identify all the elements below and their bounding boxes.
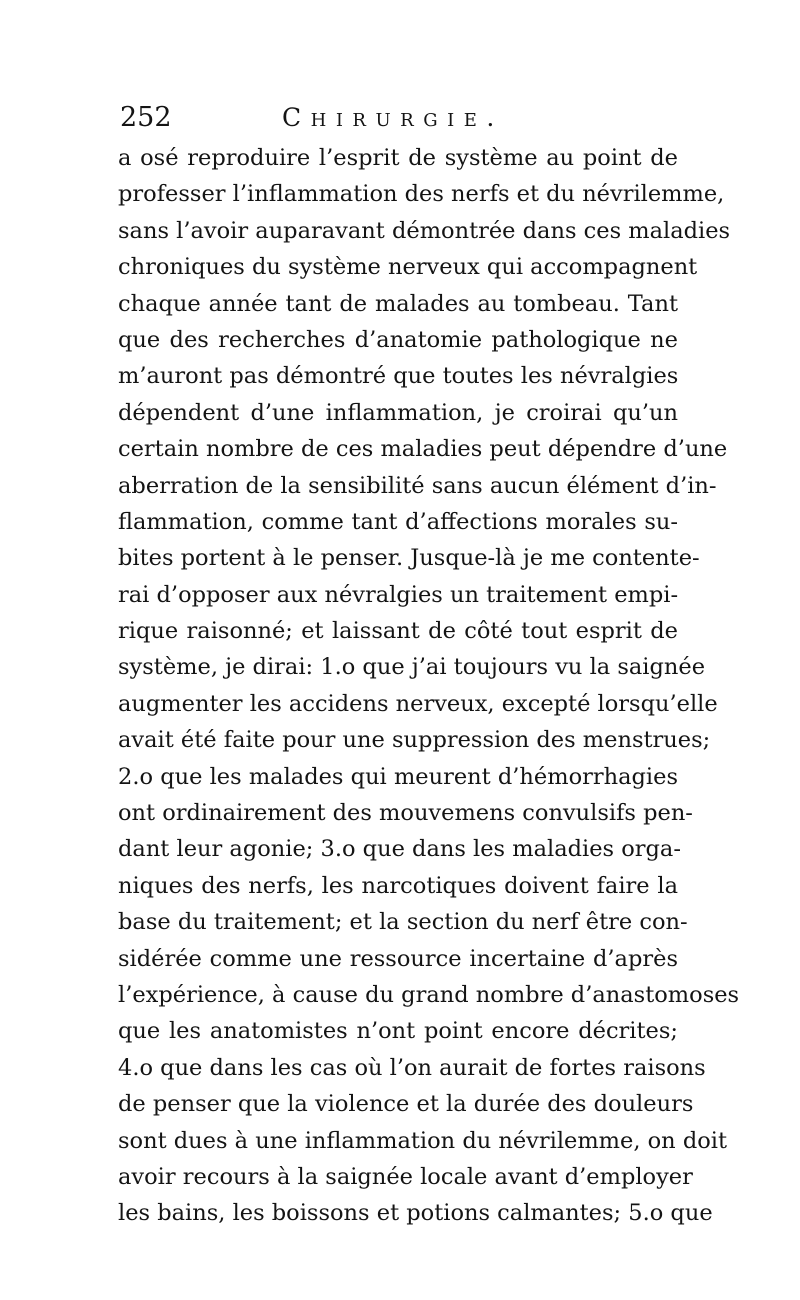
text-line: ont ordinairement des mouvemens convulsifs pen- — [118, 800, 693, 827]
text-line: 2.o que les malades qui meurent d’hémorrhagies — [118, 763, 678, 790]
text-line: dépendent d’une inflammation, je croirai qu’un — [118, 399, 678, 426]
text-line: 4.o que dans les cas où l’on aurait de fortes raisons — [118, 1054, 706, 1081]
text-line: rai d’opposer aux névralgies un traitement empi- — [118, 581, 679, 608]
text-line: de penser que la violence et la durée des douleurs — [118, 1091, 694, 1118]
text-line: base du traitement; et la section du nerf être con- — [118, 909, 688, 936]
text-line: l’expérience, à cause du grand nombre d’anastomoses — [118, 981, 740, 1008]
text-line: dant leur agonie; 3.o que dans les maladies orga- — [118, 836, 681, 863]
text-line: m’auront pas démontré que toutes les névralgies — [118, 363, 679, 390]
text-line: chaque année tant de malades au tombeau. Tant — [118, 290, 678, 317]
text-line: a osé reproduire l’esprit de système au point de — [118, 145, 678, 171]
running-title: Chirurgie. — [282, 103, 504, 132]
text-line: niques des nerfs, les narcotiques doivent faire la — [118, 872, 678, 899]
text-line: aberration de la sensibilité sans aucun élément d’in- — [118, 472, 717, 499]
text-line: que des recherches d’anatomie pathologique ne — [118, 326, 678, 353]
text-line: certain nombre de ces maladies peut dépendre d’une — [118, 436, 728, 463]
text-line: sidérée comme une ressource incertaine d’après — [118, 945, 678, 972]
text-line: rique raisonné; et laissant de côté tout esprit de — [118, 618, 678, 645]
text-line: avait été faite pour une suppression des menstrues; — [118, 727, 711, 754]
text-line: sans l’avoir auparavant démontrée dans ces maladies — [118, 217, 731, 244]
text-line: augmenter les accidens nerveux, excepté lorsqu’elle — [118, 690, 718, 717]
text-line: sont dues à une inflammation du névrilemme, on doit — [118, 1127, 728, 1154]
text-line: professer l’inflammation des nerfs et du névrilemme, — [118, 181, 725, 208]
text-line: flammation, comme tant d’affections morales su- — [118, 508, 678, 535]
text-line: système, je dirai: 1.o que j’ai toujours vu la saignée — [118, 654, 706, 681]
text-line: que les anatomistes n’ont point encore décrites; — [118, 1018, 678, 1045]
text-line: chroniques du système nerveux qui accompagnent — [118, 254, 698, 281]
text-line: avoir recours à la saignée locale avant d’employer — [118, 1163, 693, 1190]
body-text — [118, 140, 740, 1232]
text-line: bites portent à le penser. Jusque-là je me contente- — [118, 545, 700, 572]
text-line: les bains, les boissons et potions calmantes; 5.o que — [118, 1200, 713, 1227]
page-header — [120, 98, 680, 138]
page-number: 252 — [120, 102, 172, 133]
